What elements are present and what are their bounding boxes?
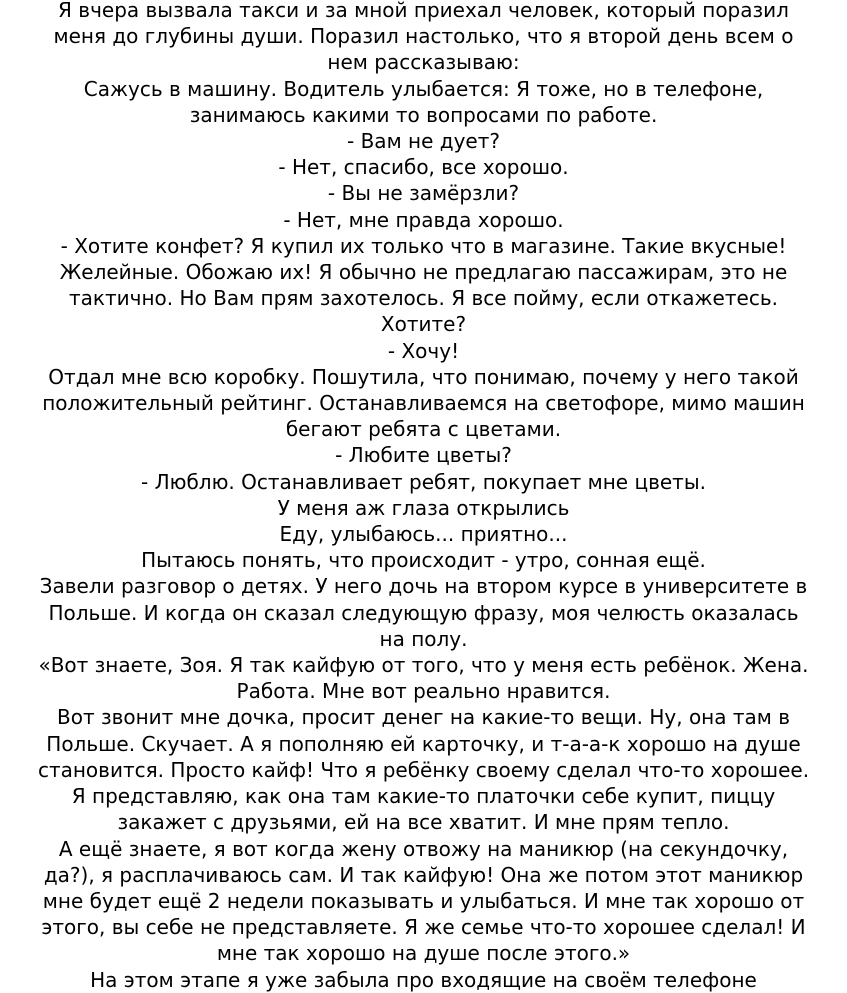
text-line: положительный рейтинг. Останавливаемся на светофоре, мимо машин — [42, 391, 805, 416]
text-line: - Вы не замёрзли? — [327, 181, 520, 206]
text-line: А ещё знаете, я вот когда жену отвожу на маникюр (на секундочку, — [58, 836, 789, 861]
text-line: становится. Просто кайф! Что я ребёнку своему сделал что-то хорошее. — [37, 757, 810, 782]
text-line: Я вчера вызвала такси и за мной приехал человек, который поразил — [58, 0, 789, 22]
text-line: да?), я расплачиваюсь сам. И так кайфую! Она же потом этот маникюр — [43, 862, 804, 887]
text-line: нем рассказываю: — [327, 50, 520, 75]
text-line: - Нет, спасибо, все хорошо. — [278, 155, 569, 180]
text-line: На этом этапе я уже забыла про входящие на своём телефоне — [90, 967, 757, 992]
text-line: «Вот знаете, Зоя. Я так кайфую от того, что у меня есть ребёнок. Жена. — [38, 653, 809, 678]
text-line: закажет с друзьями, ей на все хватит. И мне прям тепло. — [117, 810, 730, 835]
text-line: Желейные. Обожаю их! Я обычно не предлагаю пассажирам, это не — [59, 260, 788, 285]
text-line: Еду, улыбаюсь... приятно... — [279, 522, 568, 547]
text-line: тактично. Но Вам прям захотелось. Я все пойму, если откажетесь. — [69, 286, 778, 311]
text-line: меня до глубины души. Поразил настолько, что я второй день всем о — [53, 24, 794, 49]
text-line: - Любите цветы? — [335, 443, 512, 468]
text-line: бегают ребята с цветами. — [285, 417, 562, 442]
text-line: - Люблю. Останавливает ребят, покупает мне цветы. — [141, 469, 706, 494]
text-line: мне будет ещё 2 недели показывать и улыбаться. И мне так хорошо от — [42, 888, 805, 913]
text-line: Хотите? — [380, 312, 467, 337]
text-line: У меня аж глаза открылись — [277, 495, 570, 520]
text-line: на полу. — [379, 626, 468, 651]
text-line: мне так хорошо на душе после этого.» — [216, 941, 631, 966]
text-line: Я представляю, как она там какие-то платочки себе купит, пиццу — [71, 784, 776, 809]
text-line: - Хотите конфет? Я купил их только что в магазине. Такие вкусные! — [60, 233, 787, 258]
text-line: Польше. Скучает. А я пополняю ей карточку, и т-а-а-к хорошо на душе — [46, 731, 801, 756]
text-line: Пытаюсь понять, что происходит - утро, сонная ещё. — [141, 548, 706, 573]
text-line: занимаюсь какими то вопросами по работе. — [189, 102, 658, 127]
text-line: Сажусь в машину. Водитель улыбается: Я тоже, но в телефоне, — [83, 76, 764, 101]
text-line: - Нет, мне правда хорошо. — [283, 207, 564, 232]
text-line: Завели разговор о детях. У него дочь на втором курсе в университете в — [39, 574, 808, 599]
text-line: - Вам не дует? — [347, 129, 500, 154]
text-line: Вот звонит мне дочка, просит денег на какие-то вещи. Ну, она там в — [56, 705, 791, 730]
text-line: Польше. И когда он сказал следующую фразу, моя челюсть оказалась — [48, 600, 799, 625]
text-line: - Хочу! — [387, 338, 460, 363]
text-line: Отдал мне всю коробку. Пошутила, что понимаю, почему у него такой — [48, 364, 799, 389]
text-line: этого, вы себе не представляете. Я же семье что-то хорошее сделал! И — [41, 915, 806, 940]
text-line: Работа. Мне вот реально нравится. — [236, 679, 611, 704]
